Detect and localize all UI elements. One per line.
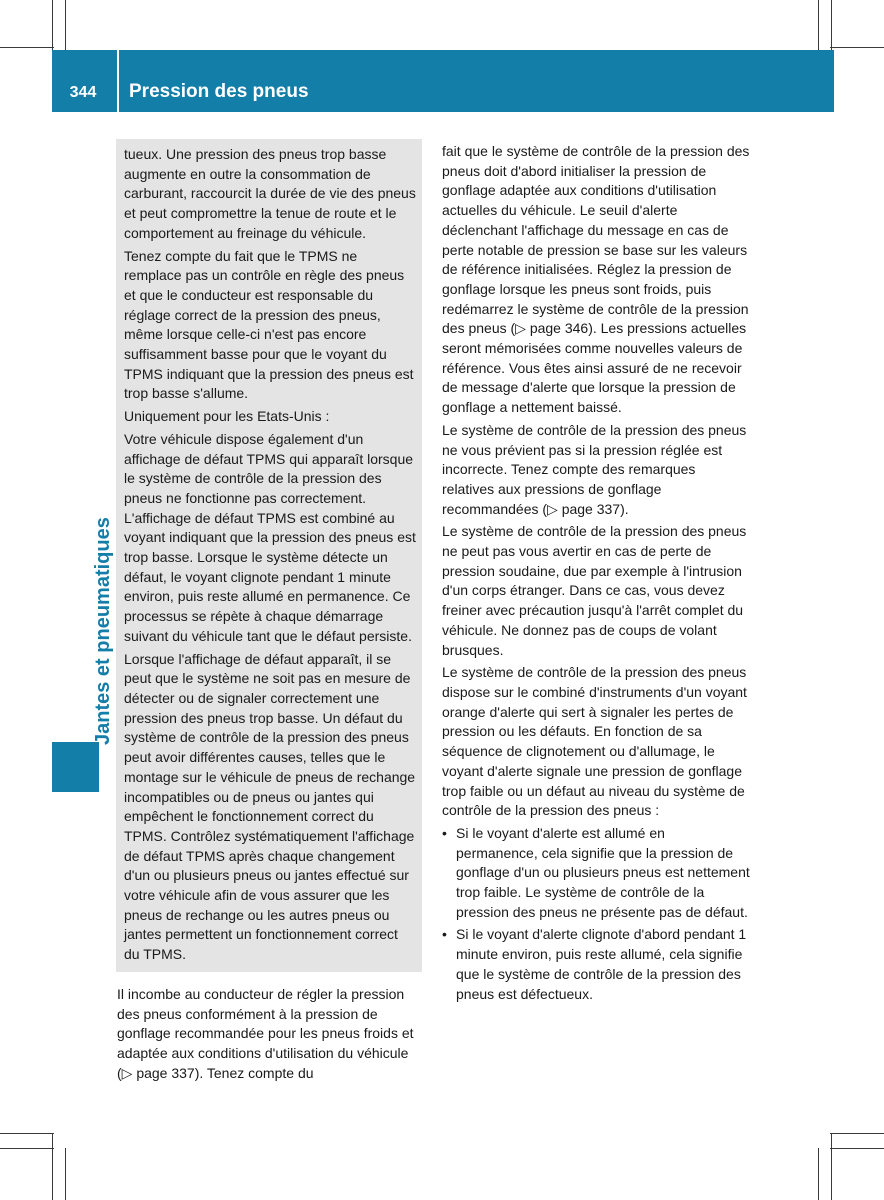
header-separator [117,50,119,112]
bullet-item [442,925,750,1004]
bullet-dot: • [442,926,447,943]
bullet-dot: • [442,824,447,841]
right-column-text [442,142,750,1004]
note-paragraph: Votre véhicule dispose également d'un affichage de défaut TPMS qui apparaît lorsque le système de contrôle de la pression des pneus ne fonctionne pas correctement. L'affichage de défaut TPMS est combiné au voyant indiquant que la pression des pneus est trop basse. Lorsque le système détecte un défaut, le voyant clignote pendant 1 minute environ, puis reste allumé en permanence. Ce processus se répète à chaque démarrage suivant du véhicule tant que le défaut persiste. [124,430,416,644]
bullet-text: Si le voyant d'alerte clignote d'abord pendant 1 minute environ, puis reste allumé, cela signifie que le système de contrôle de la pression des pneus est défectueux. [456,926,747,1002]
note-paragraph: Uniquement pour les Etats-Unis : [124,408,330,425]
bullet-text: Si le voyant d'alerte est allumé en permanence, cela signifie que la pression de gonflage d'un ou plusieurs pneus est nettement trop faible. Le système de contrôle de la pression des pneus ne présente pas de défaut. [456,824,750,920]
crop-mark [818,1148,819,1200]
body-paragraph: fait que le système de contrôle de la pression des pneus doit d'abord initialiser la pression de gonflage adaptée aux conditions d'utilisation actuelles du véhicule. Le seuil d'alerte déclenchant l'affichage du message en cas de perte notable de pression se base sur les valeurs de référence initialisées. Réglez la pression de gonflage lorsque les pneus sont froids, puis redémarrez le système de contrôle de la pression des pneus (▷ page 346). Les pressions actuelles seront mémorisées comme nouvelles valeurs de référence. Vous êtes ainsi assuré de ne recevoir de message d'alerte que lorsque la pression de gonflage a nettement baissé. [442,143,750,416]
side-tab-marker [52,742,99,792]
body-paragraph: Il incombe au conducteur de régler la pression des pneus conformément à la pression de gonflage recommandée pour les pneus froids et adaptée aux conditions d'utilisation du véhicule (▷ page 337). Tenez compte du [117,986,414,1081]
side-tab-label: Jantes et pneumatiques [92,517,114,745]
body-paragraph: Le système de contrôle de la pression des pneus dispose sur le combiné d'instruments d'un voyant orange d'alerte qui sert à signaler les pertes de pression ou les défauts. En fonction de sa séquence de clignotement ou d'allumage, le voyant d'alerte signale une pression de gonflage trop faible ou un défaut au niveau du système de contrôle de la pression des pneus : [442,664,747,819]
crop-mark [52,1133,53,1200]
crop-mark [0,47,54,48]
crop-mark [65,0,66,52]
crop-mark [0,1133,54,1134]
crop-mark [818,0,819,52]
page-number: 344 [69,84,97,101]
body-paragraph: Le système de contrôle de la pression des pneus ne peut pas vous avertir en cas de perte de pression soudaine, due par exemple à l'intrusion d'un corps étranger. Dans ce cas, vous devez freiner avec précaution jusqu'à l'arrêt complet du véhicule. Ne donnez pas de coups de volant brusques. [442,523,747,658]
page-title: Pression des pneus [129,81,309,102]
note-paragraph: tueux. Une pression des pneus trop basse augmente en outre la consommation de carburant, raccourcit la durée de vie des pneus et peut compromettre la tenue de route et le comportement au freinage du véhicule. [124,146,416,241]
body-paragraph: Le système de contrôle de la pression des pneus ne vous prévient pas si la pression réglée est incorrecte. Tenez compte des remarques relatives aux pressions de gonflage recommandées (▷ page 337). [442,421,747,517]
left-column-text [117,985,422,1087]
crop-mark [831,1133,832,1200]
crop-mark [830,1133,884,1134]
crop-mark [830,1148,884,1149]
note-paragraph: Tenez compte du fait que le TPMS ne remplace pas un contrôle en règle des pneus et que le conducteur est responsable du réglage correct de la pression des pneus, même lorsque celle-ci n'est pas encore suffisamment basse pour que le voyant du TPMS indiquant que la pression des pneus est trop basse s'allume. [124,247,414,402]
crop-mark [831,0,832,52]
crop-mark [830,47,884,48]
crop-mark [52,0,53,52]
bullet-item [442,824,750,923]
crop-mark [65,1148,66,1200]
note-box-text [124,145,416,968]
crop-mark [0,1148,54,1149]
note-paragraph: Lorsque l'affichage de défaut apparaît, il se peut que le système ne soit pas en mesure de détecter ou de signaler correctement une pression des pneus trop basse. Un défaut du système de contrôle de la pression des pneus peut avoir différentes causes, telles que le montage sur le véhicule de pneus de rechange incompatibles ou de pneus ou jantes qui empêchent le fonctionnement correct du TPMS. Contrôlez systématiquement l'affichage de défaut TPMS après chaque changement d'un ou plusieurs pneus ou jantes effectué sur votre véhicule afin de vous assurer que les pneus de rechange ou les autres pneus ou jantes permettent un fonctionnement correct du TPMS. [124,650,416,963]
